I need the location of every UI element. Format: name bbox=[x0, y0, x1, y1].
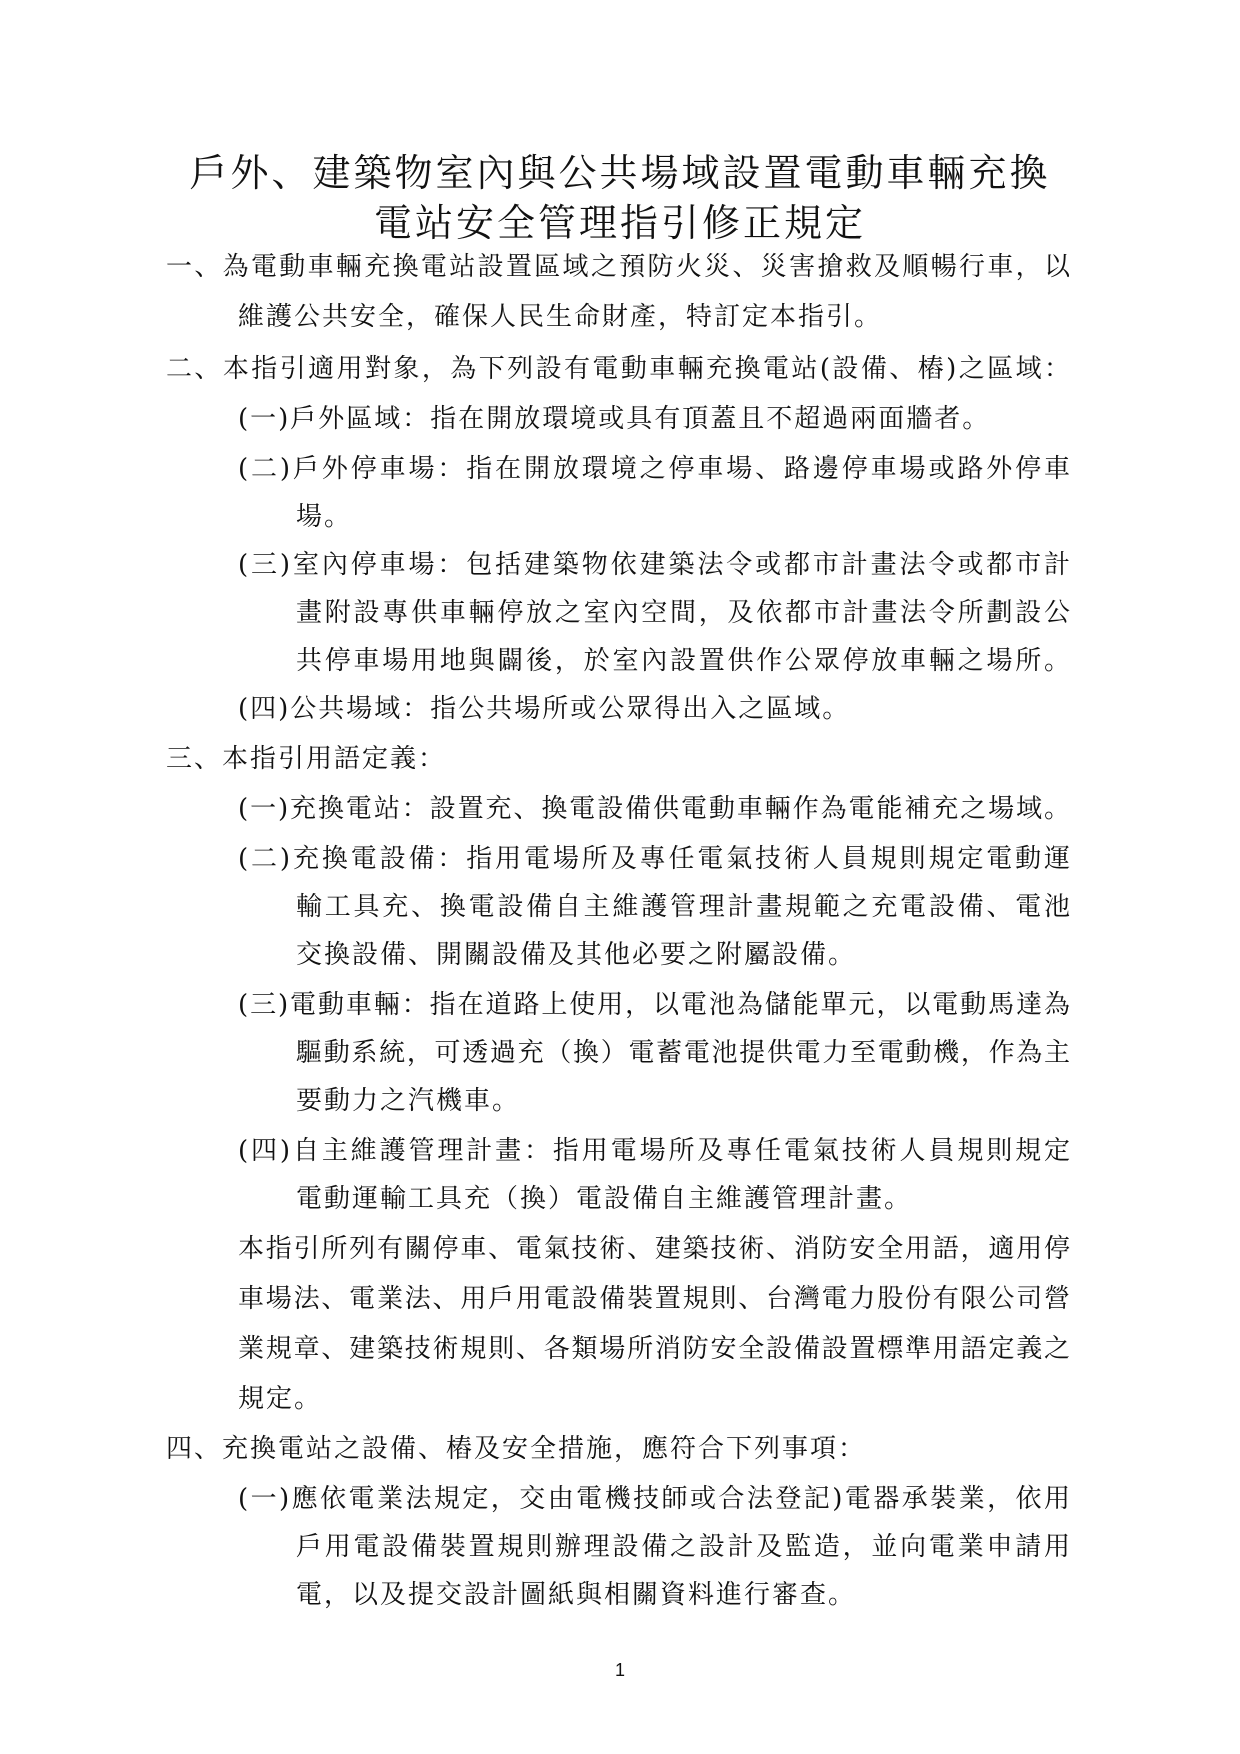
section-3-note-line-2: 車場法、電業法、用戶用電設備裝置規則、台灣電力股份有限公司營 bbox=[238, 1284, 1070, 1314]
section-2-item-2-line-1: (二)戶外停車場：指在開放環境之停車場、路邊停車場或路外停車 bbox=[238, 454, 1070, 484]
section-2-item-3-line-3: 共停車場用地與闢後，於室內設置供作公眾停放車輛之場所。 bbox=[296, 646, 1070, 676]
section-3-note-line-4: 規定。 bbox=[238, 1384, 323, 1414]
section-2-item-1: (一)戶外區域：指在開放環境或具有頂蓋且不超過兩面牆者。 bbox=[238, 404, 991, 434]
section-4-item-1-line-3: 電，以及提交設計圖紙與相關資料進行審查。 bbox=[296, 1580, 857, 1610]
section-3-item-3-line-3: 要動力之汽機車。 bbox=[296, 1086, 521, 1116]
section-1-line-1: 一、為電動車輛充換電站設置區域之預防火災、災害搶救及順暢行車，以 bbox=[166, 252, 1070, 282]
section-4-heading: 四、充換電站之設備、樁及安全措施，應符合下列事項： bbox=[166, 1434, 867, 1464]
section-4-item-1-line-1: (一)應依電業法規定，交由電機技師或合法登記)電器承裝業，依用 bbox=[238, 1484, 1070, 1514]
section-3-note-line-3: 業規章、建築技術規則、各類場所消防安全設備設置標準用語定義之 bbox=[238, 1334, 1070, 1364]
document-title-line-2: 電站安全管理指引修正規定 bbox=[373, 201, 866, 245]
section-2-item-3-line-1: (三)室內停車場：包括建築物依建築法令或都市計畫法令或都市計 bbox=[238, 550, 1070, 580]
section-2-item-3-line-2: 畫附設專供車輛停放之室內空間，及依都市計畫法令所劃設公 bbox=[296, 598, 1070, 628]
section-3-note-line-1: 本指引所列有關停車、電氣技術、建築技術、消防安全用語，適用停 bbox=[238, 1234, 1070, 1264]
section-3-heading: 三、本指引用語定義： bbox=[166, 744, 447, 774]
section-3-item-3-line-2: 驅動系統，可透過充（換）電蓄電池提供電力至電動機，作為主 bbox=[296, 1038, 1070, 1068]
section-2-item-4: (四)公共場域：指公共場所或公眾得出入之區域。 bbox=[238, 694, 851, 724]
page-number: 1 bbox=[614, 1660, 625, 1680]
section-4-item-1-line-2: 戶用電設備裝置規則辦理設備之設計及監造，並向電業申請用 bbox=[296, 1532, 1070, 1562]
section-1-line-2: 維護公共安全，確保人民生命財產，特訂定本指引。 bbox=[238, 302, 883, 332]
section-3-item-4-line-2: 電動運輸工具充（換）電設備自主維護管理計畫。 bbox=[296, 1184, 913, 1214]
section-3-item-2-line-3: 交換設備、開關設備及其他必要之附屬設備。 bbox=[296, 940, 857, 970]
section-3-item-2-line-2: 輸工具充、換電設備自主維護管理計畫規範之充電設備、電池 bbox=[296, 892, 1070, 922]
section-3-item-1: (一)充換電站：設置充、換電設備供電動車輛作為電能補充之場域。 bbox=[238, 794, 1070, 824]
section-3-item-2-line-1: (二)充換電設備：指用電場所及專任電氣技術人員規則規定電動運 bbox=[238, 844, 1070, 874]
section-2-heading: 二、本指引適用對象，為下列設有電動車輛充換電站(設備、樁)之區域： bbox=[166, 354, 1070, 384]
section-3-item-3-line-1: (三)電動車輛：指在道路上使用，以電池為儲能單元，以電動馬達為 bbox=[238, 990, 1070, 1020]
document-title-line-1: 戶外、建築物室內與公共場域設置電動車輛充換 bbox=[189, 151, 1051, 195]
section-2-item-2-line-2: 場。 bbox=[296, 502, 353, 532]
section-3-item-4-line-1: (四)自主維護管理計畫：指用電場所及專任電氣技術人員規則規定 bbox=[238, 1136, 1070, 1166]
